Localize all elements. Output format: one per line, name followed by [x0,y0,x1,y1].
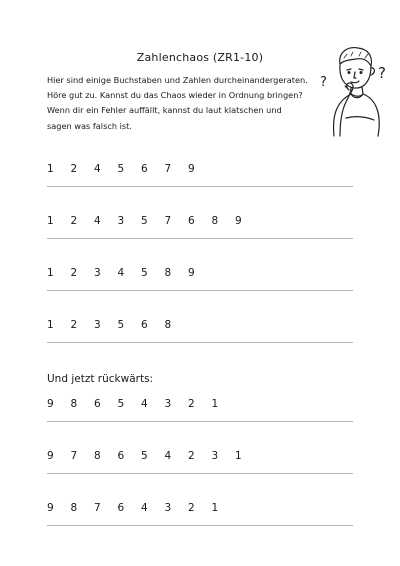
sequence-number: 2 [188,450,195,462]
sequence-number: 6 [141,319,148,331]
sequence-number: 9 [188,163,195,175]
number-sequence-row [47,447,353,474]
sequence-number: 4 [141,398,148,410]
sequence-number: 1 [47,215,54,227]
sequence-number: 3 [94,319,101,331]
question-mark-icon: ? [320,75,327,90]
worksheet-title: Zahlenchaos (ZR1-10) [136,51,264,64]
question-mark-icon: ? [378,64,386,82]
sequence-number: 1 [235,450,242,462]
number-sequence-row [47,212,353,239]
sequence-number: 2 [188,398,195,410]
number-sequence-row [47,499,353,526]
sequence-number: 2 [188,502,195,514]
number-sequence-row [47,395,353,422]
instructions [47,73,322,134]
sequence-number: 5 [141,215,148,227]
sequence-number: 7 [94,502,101,514]
backward-heading: Und jetzt rückwärts: [47,373,154,385]
sequence-number: 1 [47,267,54,279]
instruction-line: sagen was falsch ist. [47,120,132,131]
sequence-number: 5 [141,267,148,279]
sequence-number: 8 [164,319,172,331]
instruction-line: Hier sind einige Buchstaben und Zahlen durcheinandergeraten. [47,75,308,85]
sequence-number: 6 [94,398,101,410]
sequence-number: 5 [141,450,148,462]
sequence-number: 3 [117,215,125,227]
instruction-line: Höre gut zu. Kannst du das Chaos wieder in Ordnung bringen? [47,90,303,101]
sequence-number: 8 [70,398,78,410]
sequence-number: 6 [117,450,125,462]
sequence-number: 8 [94,450,101,462]
sequence-number: 9 [47,502,54,514]
sequence-number: 9 [188,267,195,279]
thinking-boy-illustration [318,44,392,138]
sequence-number: 8 [211,215,219,227]
sequence-number: 1 [211,502,219,514]
sequence-number: 8 [164,267,172,279]
sequence-number: 2 [70,215,78,227]
sequence-number: 3 [94,267,101,279]
sequence-number: 5 [117,163,125,175]
sequence-number: 4 [94,163,101,175]
number-sequence-row [47,316,353,343]
sequence-number: 4 [94,215,101,227]
sequence-number: 7 [164,163,172,175]
number-sequence-row [47,264,353,291]
sequence-number: 1 [211,398,219,410]
sequence-number: 1 [47,319,54,331]
sequence-number: 7 [70,450,78,462]
sequence-number: 9 [235,215,242,227]
sequence-number: 2 [70,163,78,175]
sequence-number: 3 [211,450,219,462]
number-sequence-row [47,160,353,187]
sequence-number: 3 [164,502,172,514]
sequence-number: 5 [117,319,125,331]
sequence-number: 2 [70,267,78,279]
instruction-line: Wenn dir ein Fehler auffällt, kannst du laut klatschen und [47,105,282,116]
sequence-number: 6 [141,163,148,175]
sequence-number: 9 [47,450,54,462]
sequence-number: 4 [141,502,148,514]
sequence-number: 9 [47,398,54,410]
sequence-number: 4 [117,267,125,279]
sequence-number: 4 [164,450,172,462]
sequence-number: 3 [164,398,172,410]
sequence-number: 2 [70,319,78,331]
sequence-number: 1 [47,163,54,175]
sequence-number: 8 [70,502,78,514]
sequence-number: 7 [164,215,172,227]
sequence-number: 6 [117,502,125,514]
sequence-number: 5 [117,398,125,410]
sequence-number: 6 [188,215,195,227]
